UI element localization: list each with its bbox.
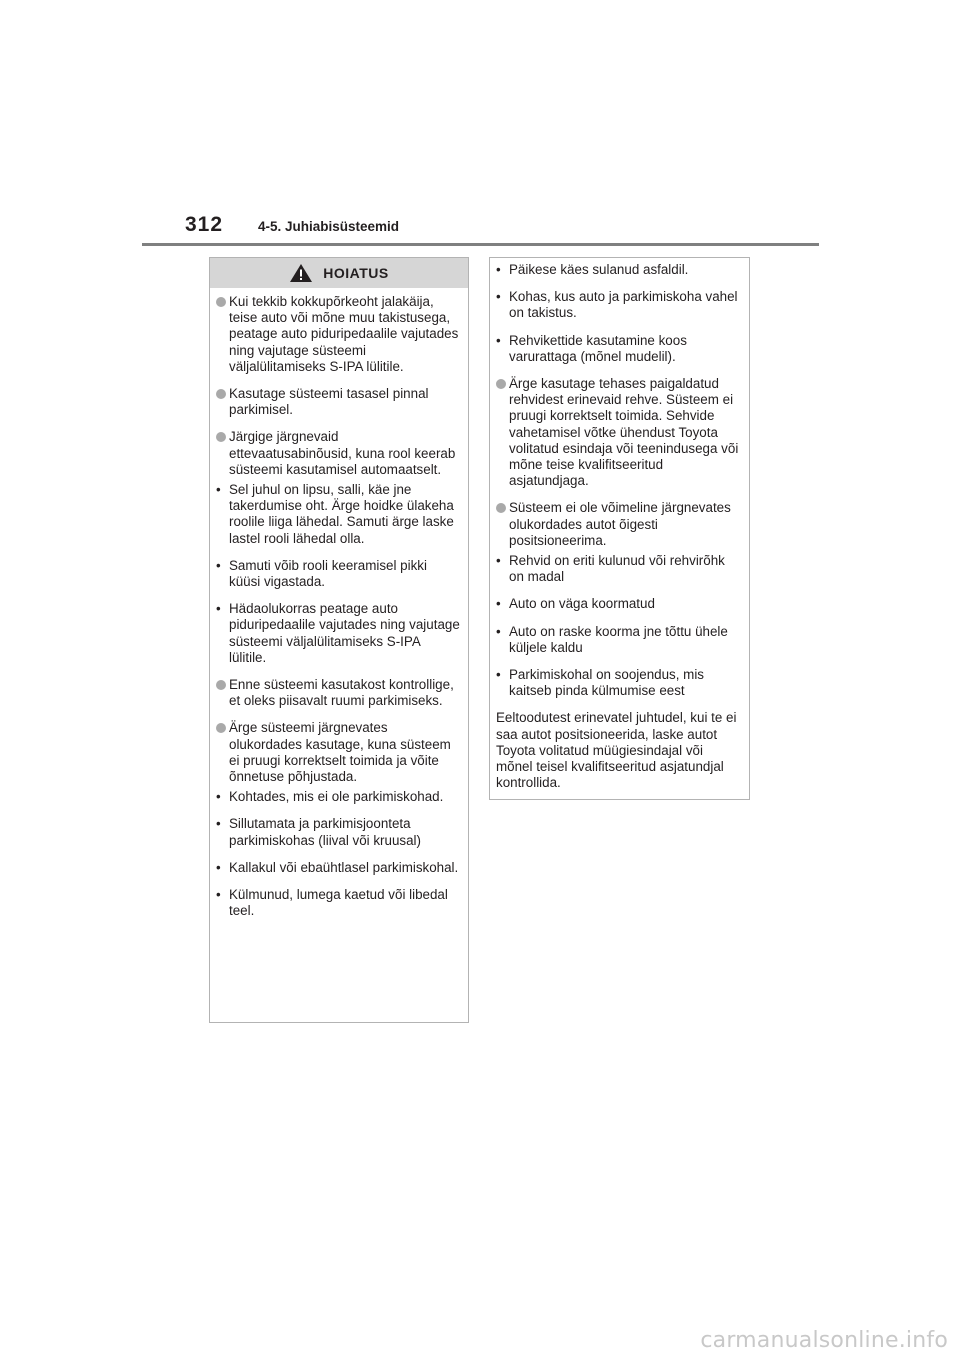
warning-subitem: • Sillutamata ja parkimisjoonteta parkimiskohas (liival või kruusal) xyxy=(216,816,460,848)
warning-subitem: • Hädaolukorras peatage auto piduripedaalile vajutades ning vajutage süsteemi väljalülitamiseks S-IPA lülitile. xyxy=(216,601,460,666)
warning-subitem: • Kohas, kus auto ja parkimiskoha vahel on takistus. xyxy=(496,289,741,321)
warning-content-left xyxy=(210,288,468,928)
warning-triangle-icon xyxy=(289,263,313,283)
warning-subitem: • Rehvikettide kasutamine koos varurattaga (mõnel mudelil). xyxy=(496,333,741,365)
warning-subitem: • Kohtades, mis ei ole parkimiskohad. xyxy=(216,789,460,805)
warning-subitem: • Parkimiskohal on soojendus, mis kaitseb pinda külmumise eest xyxy=(496,667,741,699)
warning-subitem: • Sel juhul on lipsu, salli, käe jne takerdumise oht. Ärge hoidke ülakeha roolile liiga lähedal. Samuti ärge laske lastel rooli lähedal olla. xyxy=(216,482,460,547)
warning-header xyxy=(210,258,468,288)
warning-box xyxy=(209,257,469,1023)
warning-item: Süsteem ei ole võimeline järgnevates olukordades autot õigesti positsioneerima. xyxy=(496,500,741,549)
header-divider xyxy=(142,243,819,246)
warning-subitem: • Külmunud, lumega kaetud või libedal teel. xyxy=(216,887,460,919)
warning-item: Ärge kasutage tehases paigaldatud rehvidest erinevaid rehve. Süsteem ei pruugi korrektselt toimida. Sehvide vahetamisel võtke ühendust Toyota volitatud esindaja või teenindusega või mõne teise kvalifitseeritud asjatundjaga. xyxy=(496,376,741,489)
page-number: 312 xyxy=(185,213,224,236)
warning-item: Kui tekkib kokkupõrkeoht jalakäija, teise auto või mõne muu takistusega, peatage auto piduripedaalile vajutades ning vajutage süsteemi väljalülitamiseks S-IPA lülitile. xyxy=(216,294,460,375)
warning-item: Kasutage süsteemi tasasel pinnal parkimisel. xyxy=(216,386,460,418)
warning-item: Järgige järgnevaid ettevaatusabinõusid, kuna rool keerab süsteemi kasutamisel automaatselt. xyxy=(216,429,460,478)
warning-subitem: • Päikese käes sulanud asfaldil. xyxy=(496,262,741,278)
warning-subitem: • Auto on raske koorma jne tõttu ühele küljele kaldu xyxy=(496,624,741,656)
warning-item: Ärge süsteemi järgnevates olukordades kasutage, kuna süsteem ei pruugi korrektselt toimida ja võite õnnetuse põhjustada. xyxy=(216,720,460,785)
warning-paragraph: Eeltoodutest erinevatel juhtudel, kui te ei saa autot positsioneerida, laske autot Toyota volitatud müügiesindajal või mõnel teisel kvalifitseeritud asjatundjal kontrollida. xyxy=(496,710,737,791)
warning-subitem: • Auto on väga koormatud xyxy=(496,596,741,612)
warning-item: Enne süsteemi kasutakost kontrollige, et oleks piisavalt ruumi parkimiseks. xyxy=(216,677,460,709)
warning-subitem: • Kallakul või ebaühtlasel parkimiskohal. xyxy=(216,860,460,876)
warning-content-right xyxy=(490,258,749,799)
section-title: 4-5. Juhiabisüsteemid xyxy=(258,219,400,234)
warning-subitem: • Samuti võib rooli keeramisel pikki küüsi vigastada. xyxy=(216,558,460,590)
warning-subitem: • Rehvid on eriti kulunud või rehvirõhk on madal xyxy=(496,553,741,585)
warning-title: HOIATUS xyxy=(323,264,389,281)
warning-continuation-box xyxy=(489,257,750,800)
footer-watermark: carmanualsonline.info xyxy=(700,1328,948,1353)
